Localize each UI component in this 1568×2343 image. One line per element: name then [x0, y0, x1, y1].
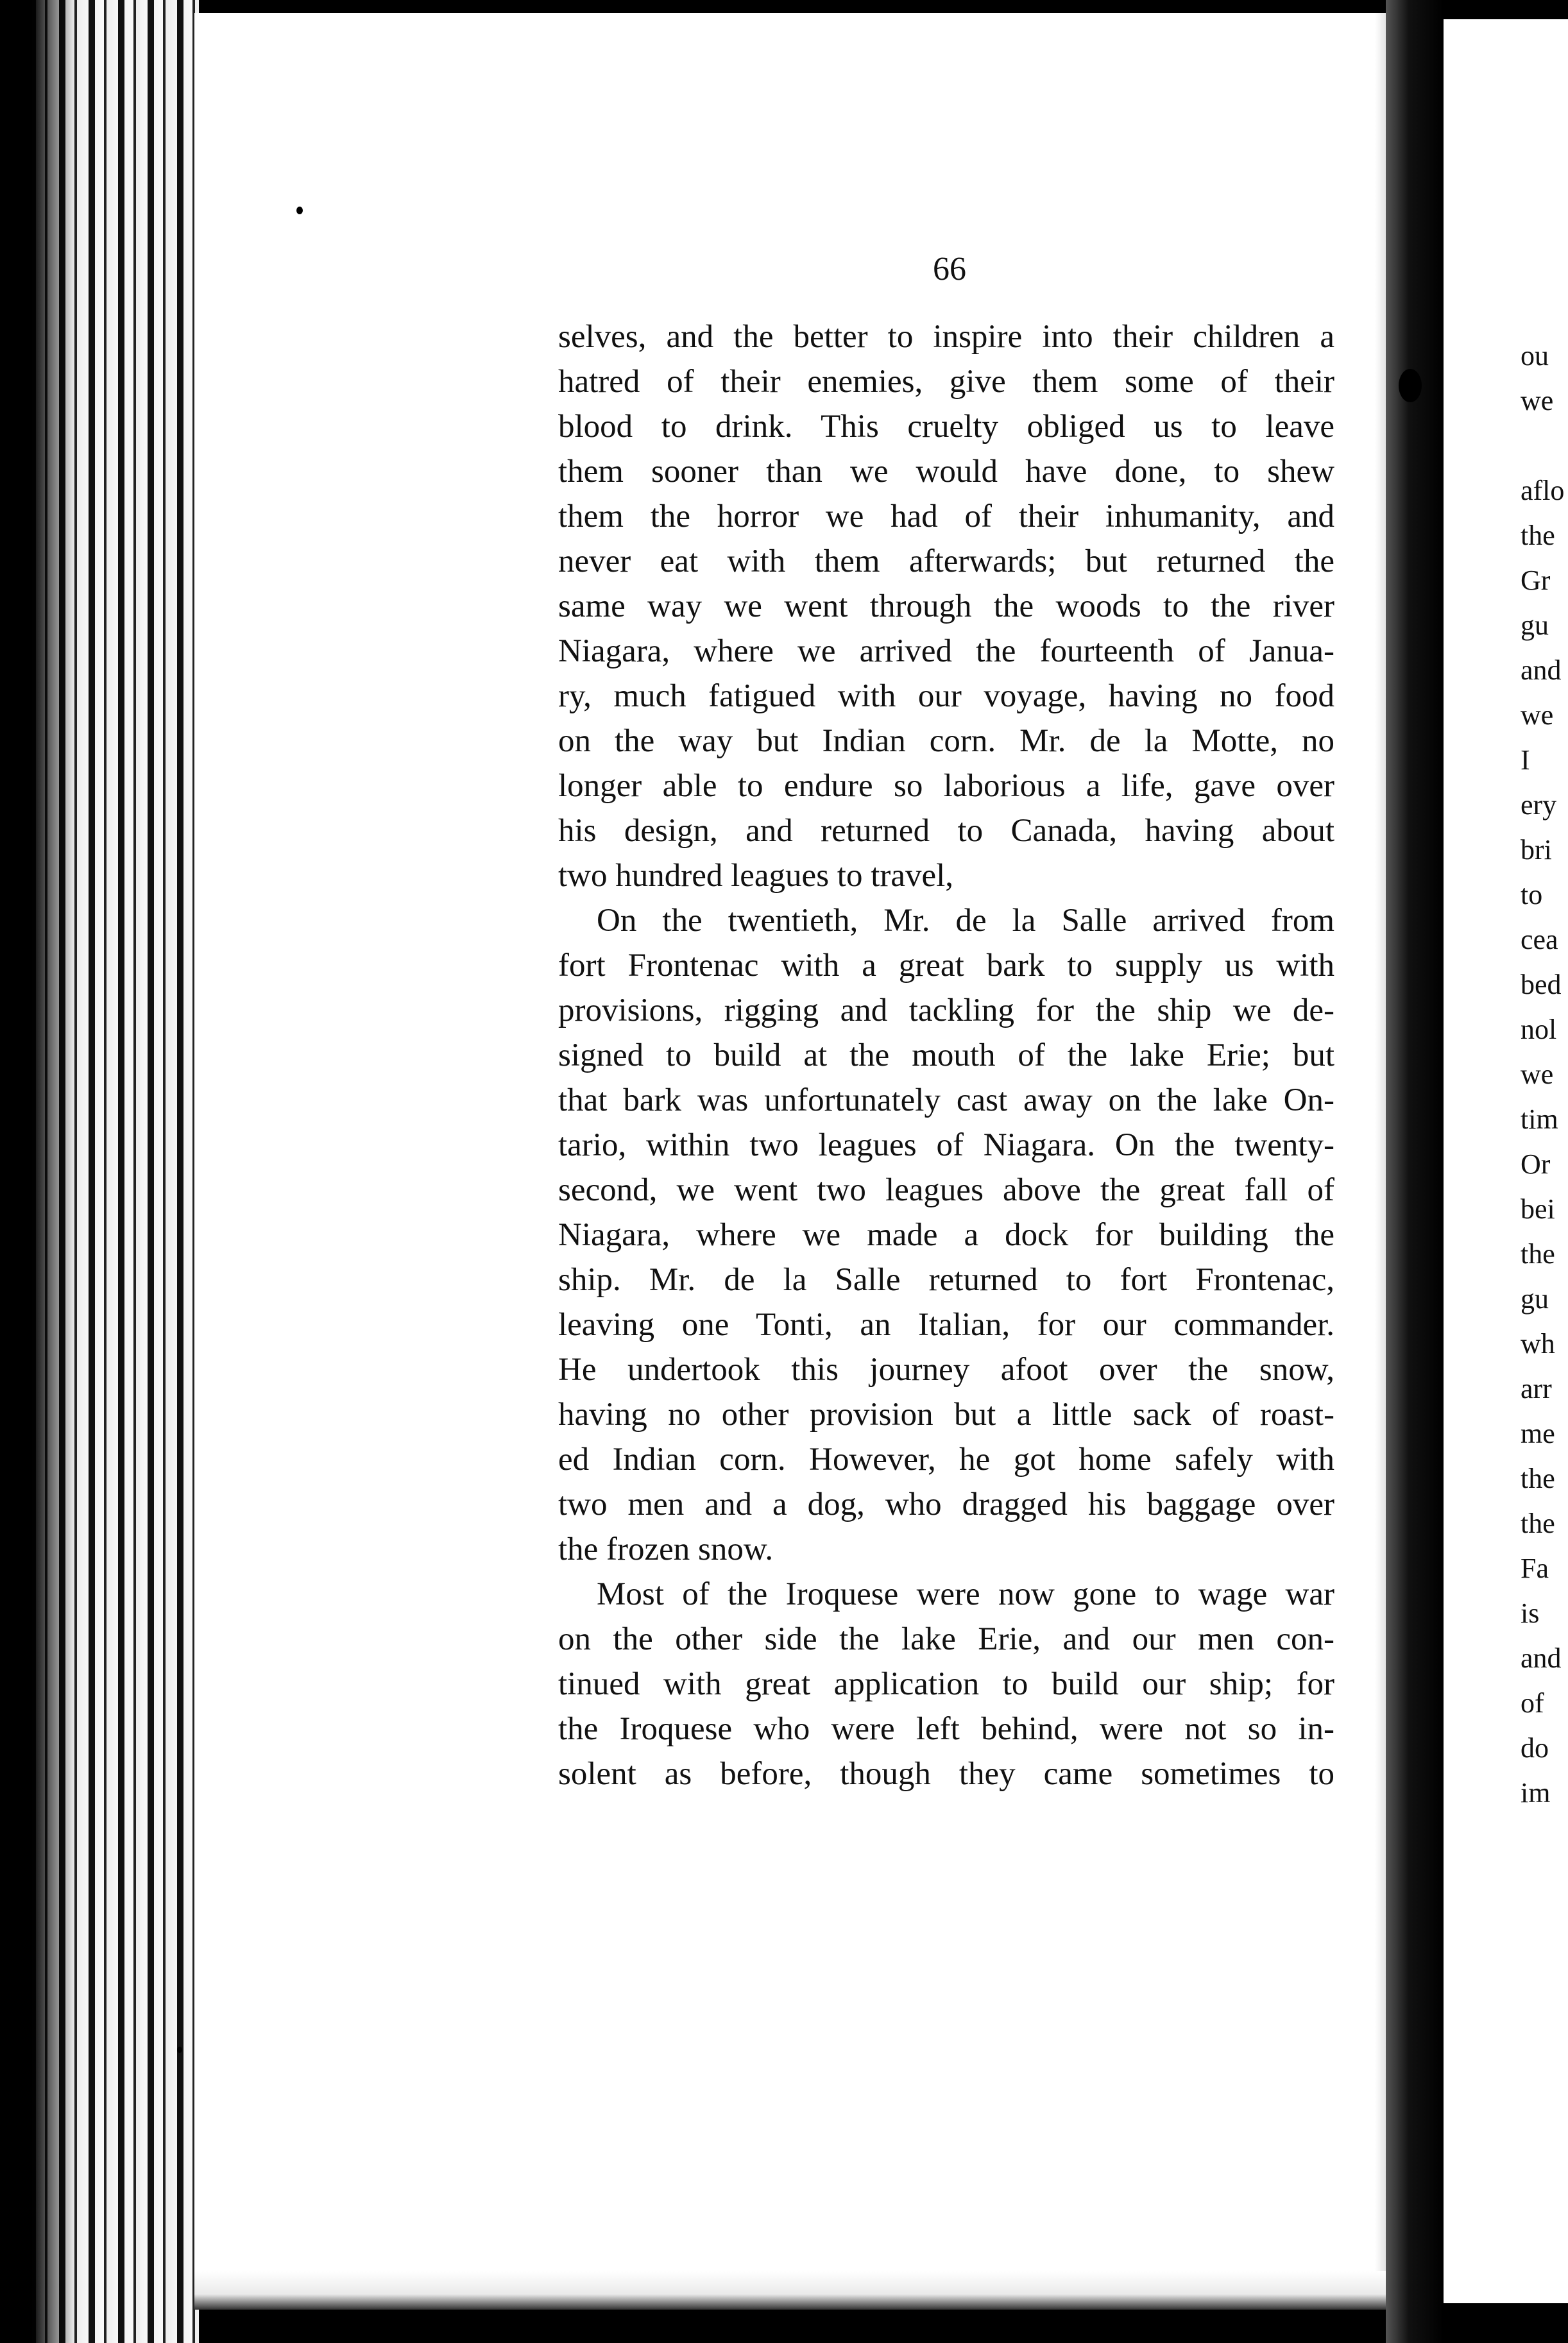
- facing-text-fragment: arr: [1521, 1373, 1552, 1404]
- facing-text-fragment: is: [1521, 1598, 1540, 1629]
- text-line: Niagara, where we arrived the fourteenth of Janua-: [558, 633, 1334, 669]
- facing-text-fragment: Fa: [1521, 1553, 1549, 1584]
- facing-text-fragment: ery: [1521, 789, 1557, 821]
- facing-text-fragment: bei: [1521, 1193, 1555, 1225]
- facing-text-fragment: me: [1521, 1418, 1555, 1449]
- text-line: provisions, rigging and tackling for the ship we de-: [558, 993, 1334, 1028]
- facing-text-fragment: Gr: [1521, 565, 1551, 596]
- facing-text-fragment: I: [1521, 744, 1530, 776]
- paragraph: [558, 314, 1334, 898]
- text-line: He undertook this journey afoot over the snow,: [558, 1352, 1334, 1388]
- text-line: his design, and returned to Canada, having about: [558, 813, 1334, 849]
- facing-text-fragment: and: [1521, 654, 1562, 686]
- text-line: fort Frontenac with a great bark to supply us with: [558, 948, 1334, 984]
- facing-text-fragment: [1521, 423, 1568, 468]
- text-line: that bark was unfortunately cast away on the lake On-: [558, 1082, 1334, 1118]
- book-binding-left-edge: [0, 0, 199, 2343]
- text-line: tinued with great application to build our ship; for: [558, 1666, 1334, 1702]
- text-line: them the horror we had of their inhumanity, and: [558, 498, 1334, 534]
- text-line: hatred of their enemies, give them some of their: [558, 364, 1334, 400]
- text-line: blood to drink. This cruelty obliged us to leave: [558, 409, 1334, 445]
- page-gutter: [1386, 0, 1444, 2343]
- facing-page-text-fragments: [1521, 334, 1568, 1816]
- text-line: longer able to endure so laborious a life, gave over: [558, 768, 1334, 804]
- facing-text-fragment: and: [1521, 1642, 1562, 1674]
- scan-speck: [177, 2047, 182, 2053]
- text-line: tario, within two leagues of Niagara. On the twenty-: [558, 1127, 1334, 1163]
- paragraph: [558, 898, 1334, 1572]
- facing-text-fragment: do: [1521, 1732, 1549, 1764]
- page-body-text: [558, 314, 1334, 1796]
- text-line: On the twentieth, Mr. de la Salle arrived from: [597, 903, 1334, 939]
- text-line: two men and a dog, who dragged his baggage over: [558, 1487, 1334, 1522]
- facing-text-fragment: aflo: [1521, 475, 1565, 506]
- facing-text-fragment: cea: [1521, 924, 1558, 955]
- text-line: on the other side the lake Erie, and our men con-: [558, 1621, 1334, 1657]
- facing-text-fragment: bri: [1521, 834, 1552, 865]
- facing-text-fragment: gu: [1521, 609, 1549, 641]
- text-line: leaving one Tonti, an Italian, for our commander.: [558, 1307, 1334, 1343]
- text-line: never eat with them afterwards; but returned the: [558, 543, 1334, 579]
- facing-text-fragment: we: [1521, 699, 1554, 731]
- text-line: having no other provision but a little sack of roast-: [558, 1397, 1334, 1433]
- facing-text-fragment: bed: [1521, 969, 1562, 1000]
- paragraph: [558, 1572, 1334, 1796]
- facing-text-fragment: the: [1521, 1238, 1555, 1270]
- text-line: Most of the Iroquese were now gone to wage war: [597, 1576, 1334, 1612]
- facing-text-fragment: of: [1521, 1687, 1544, 1719]
- facing-text-fragment: im: [1521, 1777, 1551, 1809]
- page-number: 66: [933, 251, 966, 287]
- facing-text-fragment: to: [1521, 879, 1543, 910]
- facing-text-fragment: we: [1521, 1059, 1554, 1090]
- text-line: Niagara, where we made a dock for building the: [558, 1217, 1334, 1253]
- facing-text-fragment: we: [1521, 385, 1554, 416]
- facing-text-fragment: gu: [1521, 1283, 1549, 1315]
- text-line: them sooner than we would have done, to shew: [558, 454, 1334, 490]
- facing-text-fragment: ou: [1521, 340, 1549, 371]
- text-line: ed Indian corn. However, he got home safely with: [558, 1442, 1334, 1478]
- text-line: ship. Mr. de la Salle returned to fort Frontenac,: [558, 1262, 1334, 1298]
- ink-blot: [1399, 369, 1422, 402]
- text-line: solent as before, though they came sometimes to: [558, 1756, 1334, 1792]
- text-line: ry, much fatigued with our voyage, having no food: [558, 678, 1334, 714]
- facing-text-fragment: nol: [1521, 1014, 1557, 1045]
- facing-text-fragment: the: [1521, 520, 1555, 551]
- text-line: selves, and the better to inspire into their children a: [558, 319, 1334, 355]
- text-line: signed to build at the mouth of the lake Erie; but: [558, 1037, 1334, 1073]
- facing-text-fragment: the: [1521, 1463, 1555, 1494]
- scan-speck: [296, 207, 303, 214]
- facing-text-fragment: Or: [1521, 1148, 1551, 1180]
- page-bottom-edge: [194, 2271, 1401, 2310]
- text-line: two hundred leagues to travel,: [558, 858, 954, 894]
- facing-text-fragment: tim: [1521, 1103, 1558, 1135]
- text-line: same way we went through the woods to the river: [558, 588, 1334, 624]
- facing-text-fragment: the: [1521, 1508, 1555, 1539]
- binding-shadow: [0, 0, 77, 2343]
- facing-text-fragment: wh: [1521, 1328, 1555, 1359]
- text-line: the frozen snow.: [558, 1531, 774, 1567]
- text-line: the Iroquese who were left behind, were not so in-: [558, 1711, 1334, 1747]
- text-line: second, we went two leagues above the great fall of: [558, 1172, 1334, 1208]
- text-line: on the way but Indian corn. Mr. de la Motte, no: [558, 723, 1334, 759]
